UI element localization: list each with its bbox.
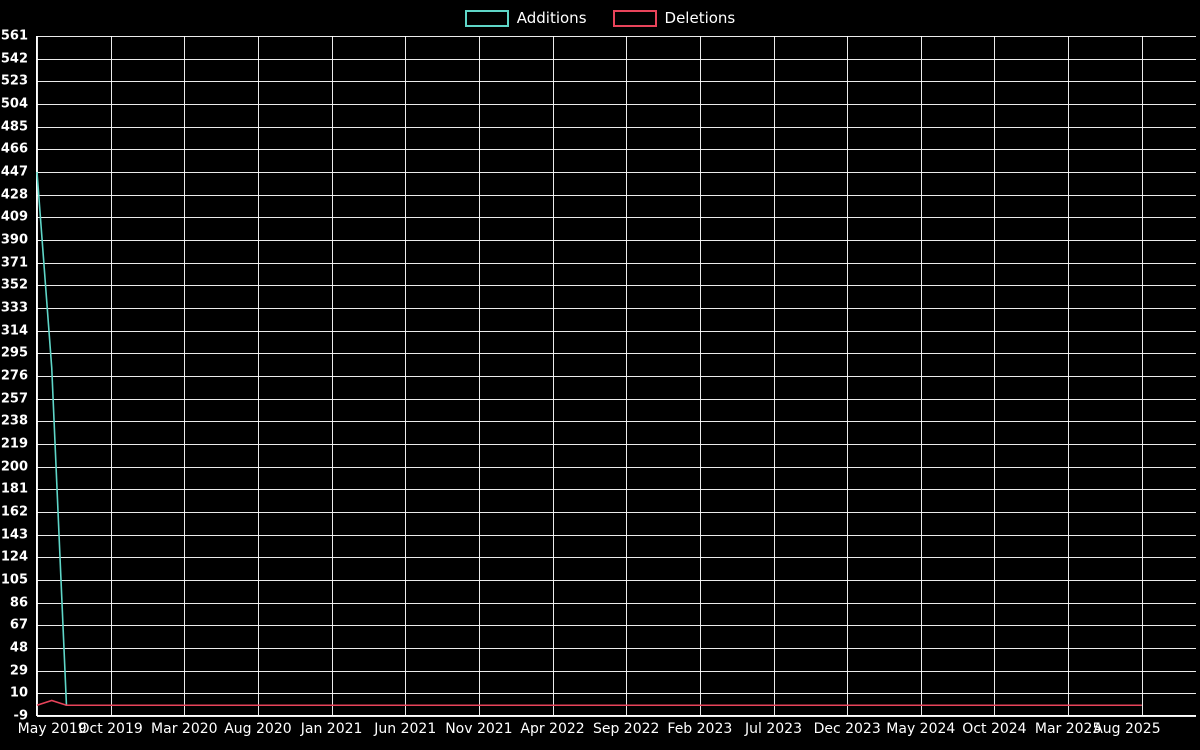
y-tick-label: 561 bbox=[0, 28, 28, 44]
y-tick-label: -9 bbox=[13, 708, 28, 724]
x-tick-label: Jul 2023 bbox=[745, 721, 802, 737]
y-tick-label: 466 bbox=[0, 141, 28, 157]
y-tick-label: 105 bbox=[0, 572, 28, 588]
y-tick-label: 200 bbox=[0, 459, 28, 475]
y-tick-label: 485 bbox=[0, 119, 28, 135]
x-tick-label: Aug 2025 bbox=[1093, 721, 1161, 737]
y-tick-label: 352 bbox=[0, 277, 28, 293]
y-tick-label: 409 bbox=[0, 209, 28, 225]
y-tick-label: 504 bbox=[0, 96, 28, 112]
x-tick-label: Jan 2021 bbox=[300, 721, 363, 737]
y-tick-label: 523 bbox=[0, 73, 28, 89]
y-tick-label: 238 bbox=[0, 413, 28, 429]
plot-area bbox=[0, 28, 1196, 737]
legend-label-additions: Additions bbox=[516, 8, 587, 27]
x-tick-label: Mar 2025 bbox=[1034, 721, 1102, 737]
y-tick-label: 10 bbox=[9, 685, 28, 701]
x-tick-label: Sep 2022 bbox=[592, 721, 660, 737]
y-tick-label: 257 bbox=[0, 391, 28, 407]
y-tick-label: 48 bbox=[9, 640, 28, 656]
y-tick-label: 542 bbox=[0, 51, 28, 67]
x-tick-label: May 2024 bbox=[886, 721, 956, 737]
legend-item-additions[interactable] bbox=[465, 10, 587, 27]
x-tick-label: Oct 2024 bbox=[962, 721, 1027, 737]
y-tick-label: 29 bbox=[9, 663, 28, 679]
series-line-deletions bbox=[37, 700, 1142, 705]
legend-swatch-additions bbox=[465, 10, 509, 27]
y-tick-label: 219 bbox=[0, 436, 28, 452]
y-tick-label: 314 bbox=[0, 323, 28, 339]
series-line-additions bbox=[37, 172, 1142, 705]
legend-item-deletions[interactable] bbox=[613, 10, 736, 27]
x-tick-label: Apr 2022 bbox=[520, 721, 585, 737]
x-tick-label: Dec 2023 bbox=[813, 721, 881, 737]
y-tick-label: 86 bbox=[9, 595, 28, 611]
y-tick-label: 428 bbox=[0, 187, 28, 203]
chart-legend bbox=[0, 4, 1200, 32]
y-tick-label: 67 bbox=[9, 617, 28, 633]
x-tick-label: Jun 2021 bbox=[374, 721, 437, 737]
x-tick-label: Nov 2021 bbox=[445, 721, 513, 737]
y-tick-label: 371 bbox=[0, 255, 28, 271]
y-tick-label: 124 bbox=[0, 549, 28, 565]
series-lines bbox=[37, 36, 1197, 716]
y-tick-label: 333 bbox=[0, 300, 28, 316]
y-tick-label: 143 bbox=[0, 527, 28, 543]
y-tick-label: 181 bbox=[0, 481, 28, 497]
y-tick-label: 295 bbox=[0, 345, 28, 361]
y-tick-label: 390 bbox=[0, 232, 28, 248]
y-tick-label: 447 bbox=[0, 164, 28, 180]
y-tick-label: 162 bbox=[0, 504, 28, 520]
x-tick-label: May 2019 bbox=[17, 721, 87, 737]
legend-swatch-deletions bbox=[613, 10, 657, 27]
x-tick-label: Aug 2020 bbox=[224, 721, 292, 737]
x-tick-label: Oct 2019 bbox=[78, 721, 143, 737]
x-tick-label: Mar 2020 bbox=[151, 721, 218, 737]
x-tick-label: Feb 2023 bbox=[667, 721, 733, 737]
y-tick-label: 276 bbox=[0, 368, 28, 384]
gridline-horizontal bbox=[37, 716, 1196, 717]
legend-label-deletions: Deletions bbox=[664, 8, 736, 27]
